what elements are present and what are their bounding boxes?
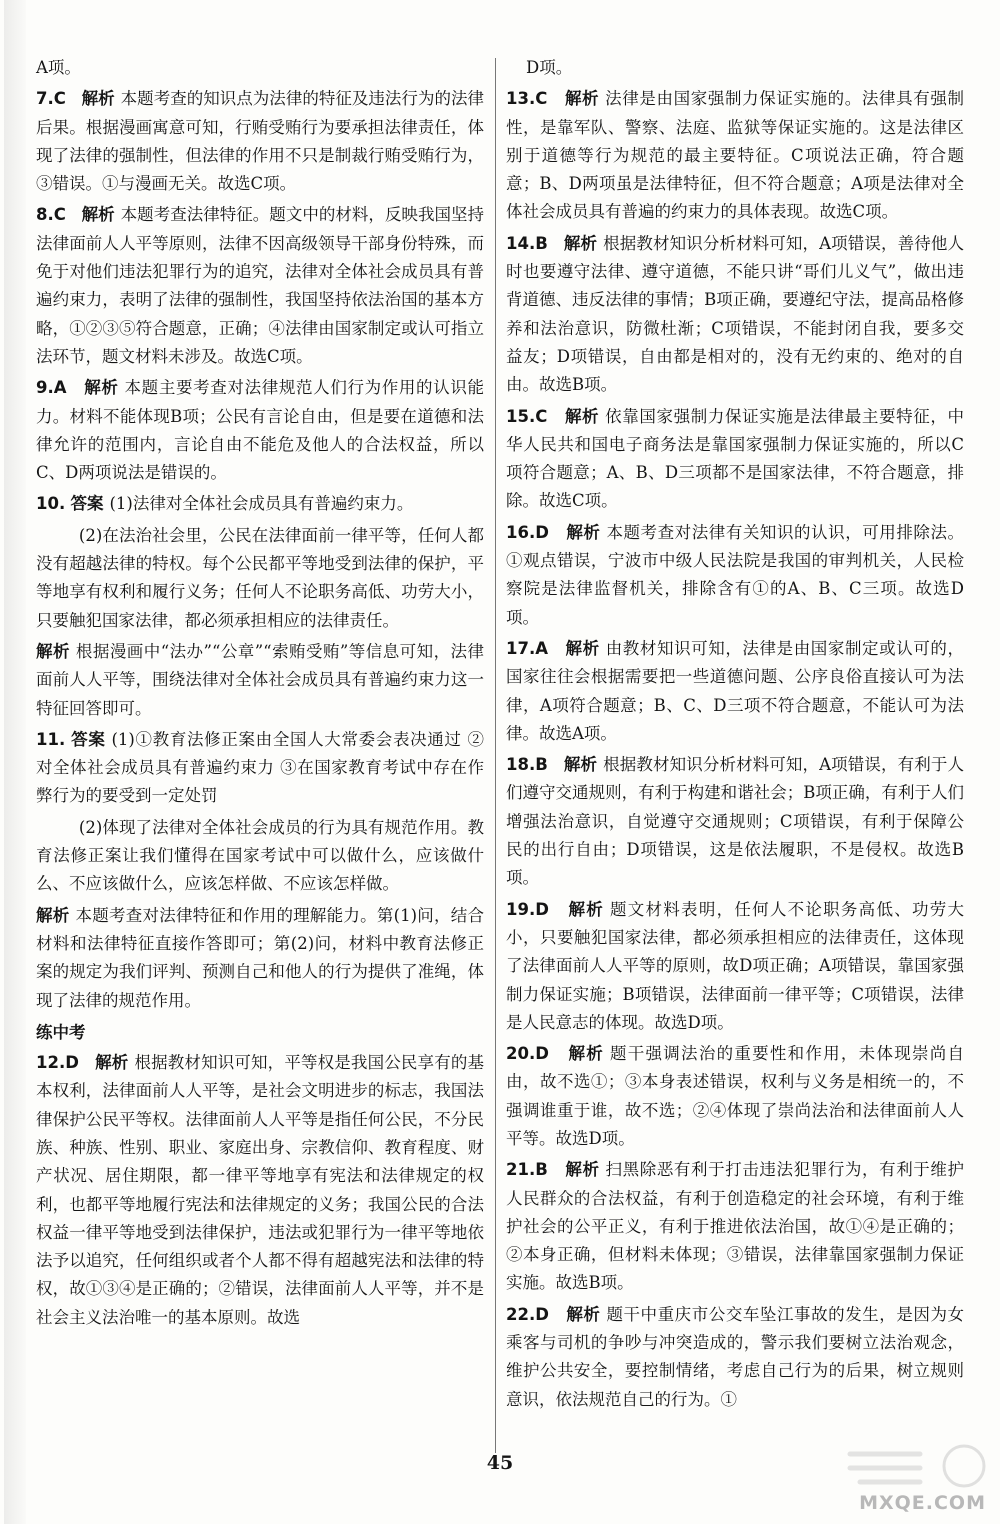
analysis-label: 解析 [565,1160,600,1180]
item-number: 15. [506,406,536,426]
answer-item-14 [506,230,964,400]
analysis-text: 依靠国家强制力保证实施是法律最主要特征，中华人民共和国电子商务法是靠国家强制力保证实施的，所以C项符合题意；A、B、D三项都不是国家法律，不符合题意，排除。故选C项。 [506,406,964,511]
analysis-label: 解析 [564,406,600,426]
page-number: 45 [486,1452,514,1474]
analysis-text: 根据教材知识可知，平等权是我国公民享有的基本权利，法律面前人人平等，是社会文明进步的标志，我国法律保护公民平等权。法律面前人人平等是指任何公民，不分民族、种族、性别、职业、家庭出身、宗教信仰、教育程度、财产状况、居住期限，都一律平等地享有宪法和法律规定的权利，也都平等地履行宪法和法律规定的义务；我国公民的合法权益一律平等地受到法律保护，违法或犯罪行为一律平等地依法予以追究，任何组织或者个人都不得有超越宪法和法律的特权，故①③④是正确的；②错误，法律面前人人平等，并不是社会主义法治唯一的基本原则。故选 [36,1053,485,1327]
analysis-label: 解析 [563,755,598,775]
answer-item-12 [36,1049,484,1332]
answer-item-9 [36,374,484,487]
analysis-text: 本题考查法律特征。题文中的材料，反映我国坚持法律面前人人平等原则，法律不因高级领导干部身份特殊，而免于对他们违法犯罪行为的追究，法律对全体社会成员具有普遍约束力，表明了法律的强制性，我国坚持依法治国的基本方略，①②③⑤符合题意，正确；④法律由国家制定或认可指立法环节，题文材料未涉及。故选C项。 [36,205,484,366]
analysis-text: 由教材知识可知，法律是由国家制定或认可的，国家往往会根据需要把一些道德问题、公序良俗直接认可为法律，A项符合题意；B、C、D三项不符合题意，不能认可为法律。故选A项。 [506,638,965,743]
left-lead: A项。 [36,58,81,77]
item-answer: C [535,406,548,426]
analysis-line [36,902,484,1015]
item-number: 17. [506,638,536,658]
item-answer: A [535,638,549,658]
item-answer: D [65,1053,79,1073]
item-answer: C [535,89,548,109]
item-answer: B [535,755,548,775]
analysis-label: 解析 [36,905,70,925]
analysis-label: 解析 [568,1044,604,1064]
item-answer: A [53,378,67,398]
answer-item-13 [506,85,964,226]
analysis-text: 根据教材知识分析材料可知，A项错误，善待他人时也要遵守法律、遵守道德，不能只讲“哥们儿义气”，做出违背道德、违反法律的事情；B项正确，要遵纪守法，提高品格修养和法治意识，防微杜渐；C项错误，不能封闭自我，要多交益友；D项错误，自由都是相对的，没有无约束的、绝对的自由。故选B项。 [506,233,964,395]
answer-item-18 [506,751,964,892]
analysis-text: 本题考查的知识点为法律的特征及违法行为的法律后果。根据漫画寓意可知，行贿受贿行为要承担法律责任，体现了法律的强制性，但法律的作用不只是制裁行贿受贿行为，③错误。①与漫画无关。故选C项。 [36,89,484,194]
item-answer: C [53,89,66,109]
section-heading: 练中考 [36,1022,86,1042]
item-number: 12. [36,1053,66,1073]
item-number: 11. [36,729,66,749]
analysis-text: 题干强调法治的重要性和作用，未体现崇尚自由，故不选①；③本身表述错误，权利与义务是相统一的，不强调谁重于谁，故不选；②④体现了崇尚法治和法律面前人人平等。故选D项。 [506,1044,964,1148]
analysis-label: 解析 [566,522,601,542]
item-answer: D [535,1044,549,1064]
answer-label: 答案 [71,729,106,749]
item-number: 10. [36,494,66,514]
analysis-label: 解析 [563,233,598,253]
answer-item-19 [506,896,964,1037]
watermark-site-text: MXQE.COM [859,1492,986,1514]
item-number: 21. [506,1160,536,1180]
analysis-text: 本题考查对法律有关知识的认识，可用排除法。①观点错误，宁波市中级人民法院是我国的审判机关，人民检察院是法律监督机关，排除含有①的A、B、C三项。故选D项。 [506,522,965,627]
analysis-text: 根据教材知识分析材料可知，A项错误，有利于人们遵守交通规则，有利于构建和谐社会；B项正确，有利于人们增强法治意识，自觉遵守交通规则；C项错误，有利于保障公民的出行自由；D项错误，这是依法履职，不是侵权。故选B项。 [506,755,964,888]
column-divider [495,58,496,1453]
analysis-label: 解析 [95,1053,129,1073]
item-number: 8. [36,205,54,225]
item-number: 9. [36,378,54,398]
answer-item-21 [506,1156,964,1297]
answer-line [36,726,484,811]
analysis-text: 法律是由国家强制力保证实施的。法律具有强制性，是靠军队、警察、法庭、监狱等保证实施的。这是法律区别于道德等行为规范的最主要特征。C项说法正确，符合题意；B、D两项虽是法律特征，但不符合题意；A项是法律对全体社会成员具有普遍的约束力的具体表现。故选C项。 [506,89,964,222]
analysis-label: 解析 [568,899,604,919]
left-column [36,54,484,1332]
answer-part-2: (2)在法治社会里，公民在法律面前一律平等，任何人都没有超越法律的特权。每个公民都平等地受到法律的保护，平等地享有权利和履行义务；任何人不论职务高低、功劳大小，只要触犯国家法律，都必须承担相应的法律责任。 [36,525,484,630]
right-column [506,54,964,1414]
item-answer: D [535,1304,549,1324]
item-answer: C [53,205,66,225]
analysis-label: 解析 [565,638,600,658]
page-spine-shadow [4,0,26,1524]
answer-item-22 [506,1301,964,1414]
analysis-label: 解析 [564,89,600,109]
answer-item-16 [506,519,964,632]
analysis-label: 解析 [84,378,119,398]
item-number: 13. [506,89,536,109]
right-lead: D项。 [526,58,573,77]
answer-item-11 [36,726,484,1015]
item-answer: B [535,233,548,253]
item-number: 7. [36,89,54,109]
analysis-label: 解析 [81,89,115,109]
analysis-text: 扫黑除恶有利于打击违法犯罪行为，有利于维护人民群众的合法权益，有利于创造稳定的社会环境，有利于维护社会的公平正义，有利于推进依法治国，故①④是正确的；②本身正确，但材料未体现；③错误，法律靠国家强制力保证实施。故选B项。 [506,1160,964,1293]
analysis-label: 解析 [81,205,115,225]
analysis-label: 解析 [566,1304,601,1324]
item-number: 19. [506,899,536,919]
answer-item-17 [506,635,964,748]
item-number: 18. [506,755,536,775]
analysis-text: 本题考查对法律特征和作用的理解能力。第(1)问，结合材料和法律特征直接作答即可；第(2)问，材料中教育法修正案的规定为我们评判、预测自己和他人的行为提供了准绳，体现了法律的规范作用。 [36,905,485,1010]
answer-label: 答案 [70,494,104,514]
item-number: 16. [506,522,536,542]
answer-part-1: (1)法律对全体社会成员具有普遍约束力。 [109,494,414,514]
item-number: 20. [506,1044,536,1064]
analysis-text: 题干中重庆市公交车坠江事故的发生，是因为女乘客与司机的争吵与冲突造成的，警示我们要树立法治观念，维护公共安全，要控制情绪，考虑自己行为的后果，树立规则意识，依法规范自己的行为。① [506,1304,965,1409]
analysis-line [36,638,484,723]
answer-item-8 [36,201,484,371]
answer-item-15 [506,403,964,516]
item-number: 14. [506,233,536,253]
item-number: 22. [506,1304,536,1324]
answer-part-1: (1)①教育法修正案由全国人大常委会表决通过 ②对全体社会成员具有普遍约束力 ③在国家教育考试中存在作弊行为的要受到一定处罚 [36,729,485,806]
answer-item-7 [36,85,484,198]
item-answer: D [535,522,549,542]
item-answer: D [535,899,549,919]
analysis-text: 根据漫画中“法办”“公章”“索贿受贿”等信息可知，法律面前人人平等，围绕法律对全体社会成员具有普遍约束力这一特征回答即可。 [36,641,484,718]
analysis-text: 题文材料表明，任何人不论职务高低、功劳大小，只要触犯国家法律，都必须承担相应的法律责任，这体现了法律面前人人平等的原则，故D项正确；A项错误，靠国家强制力保证实施；B项错误，法律面前一律平等；C项错误，法律是人民意志的体现。故选D项。 [506,899,964,1032]
answer-item-10 [36,490,484,722]
item-answer: B [535,1160,548,1180]
answer-part-2: (2)体现了法律对全体社会成员的行为具有规范作用。教育法修正案让我们懂得在国家考试中可以做什么，应该做什么、不应该做什么，应该怎样做、不应该怎样做。 [36,817,484,894]
analysis-text: 本题主要考查对法律规范人们行为作用的认识能力。材料不能体现B项；公民有言论自由，但是要在道德和法律允许的范围内，言论自由不能危及他人的合法权益，所以C、D两项说法是错误的。 [36,378,485,483]
analysis-label: 解析 [36,641,70,661]
answer-item-20 [506,1040,964,1153]
answer-line [36,490,484,518]
